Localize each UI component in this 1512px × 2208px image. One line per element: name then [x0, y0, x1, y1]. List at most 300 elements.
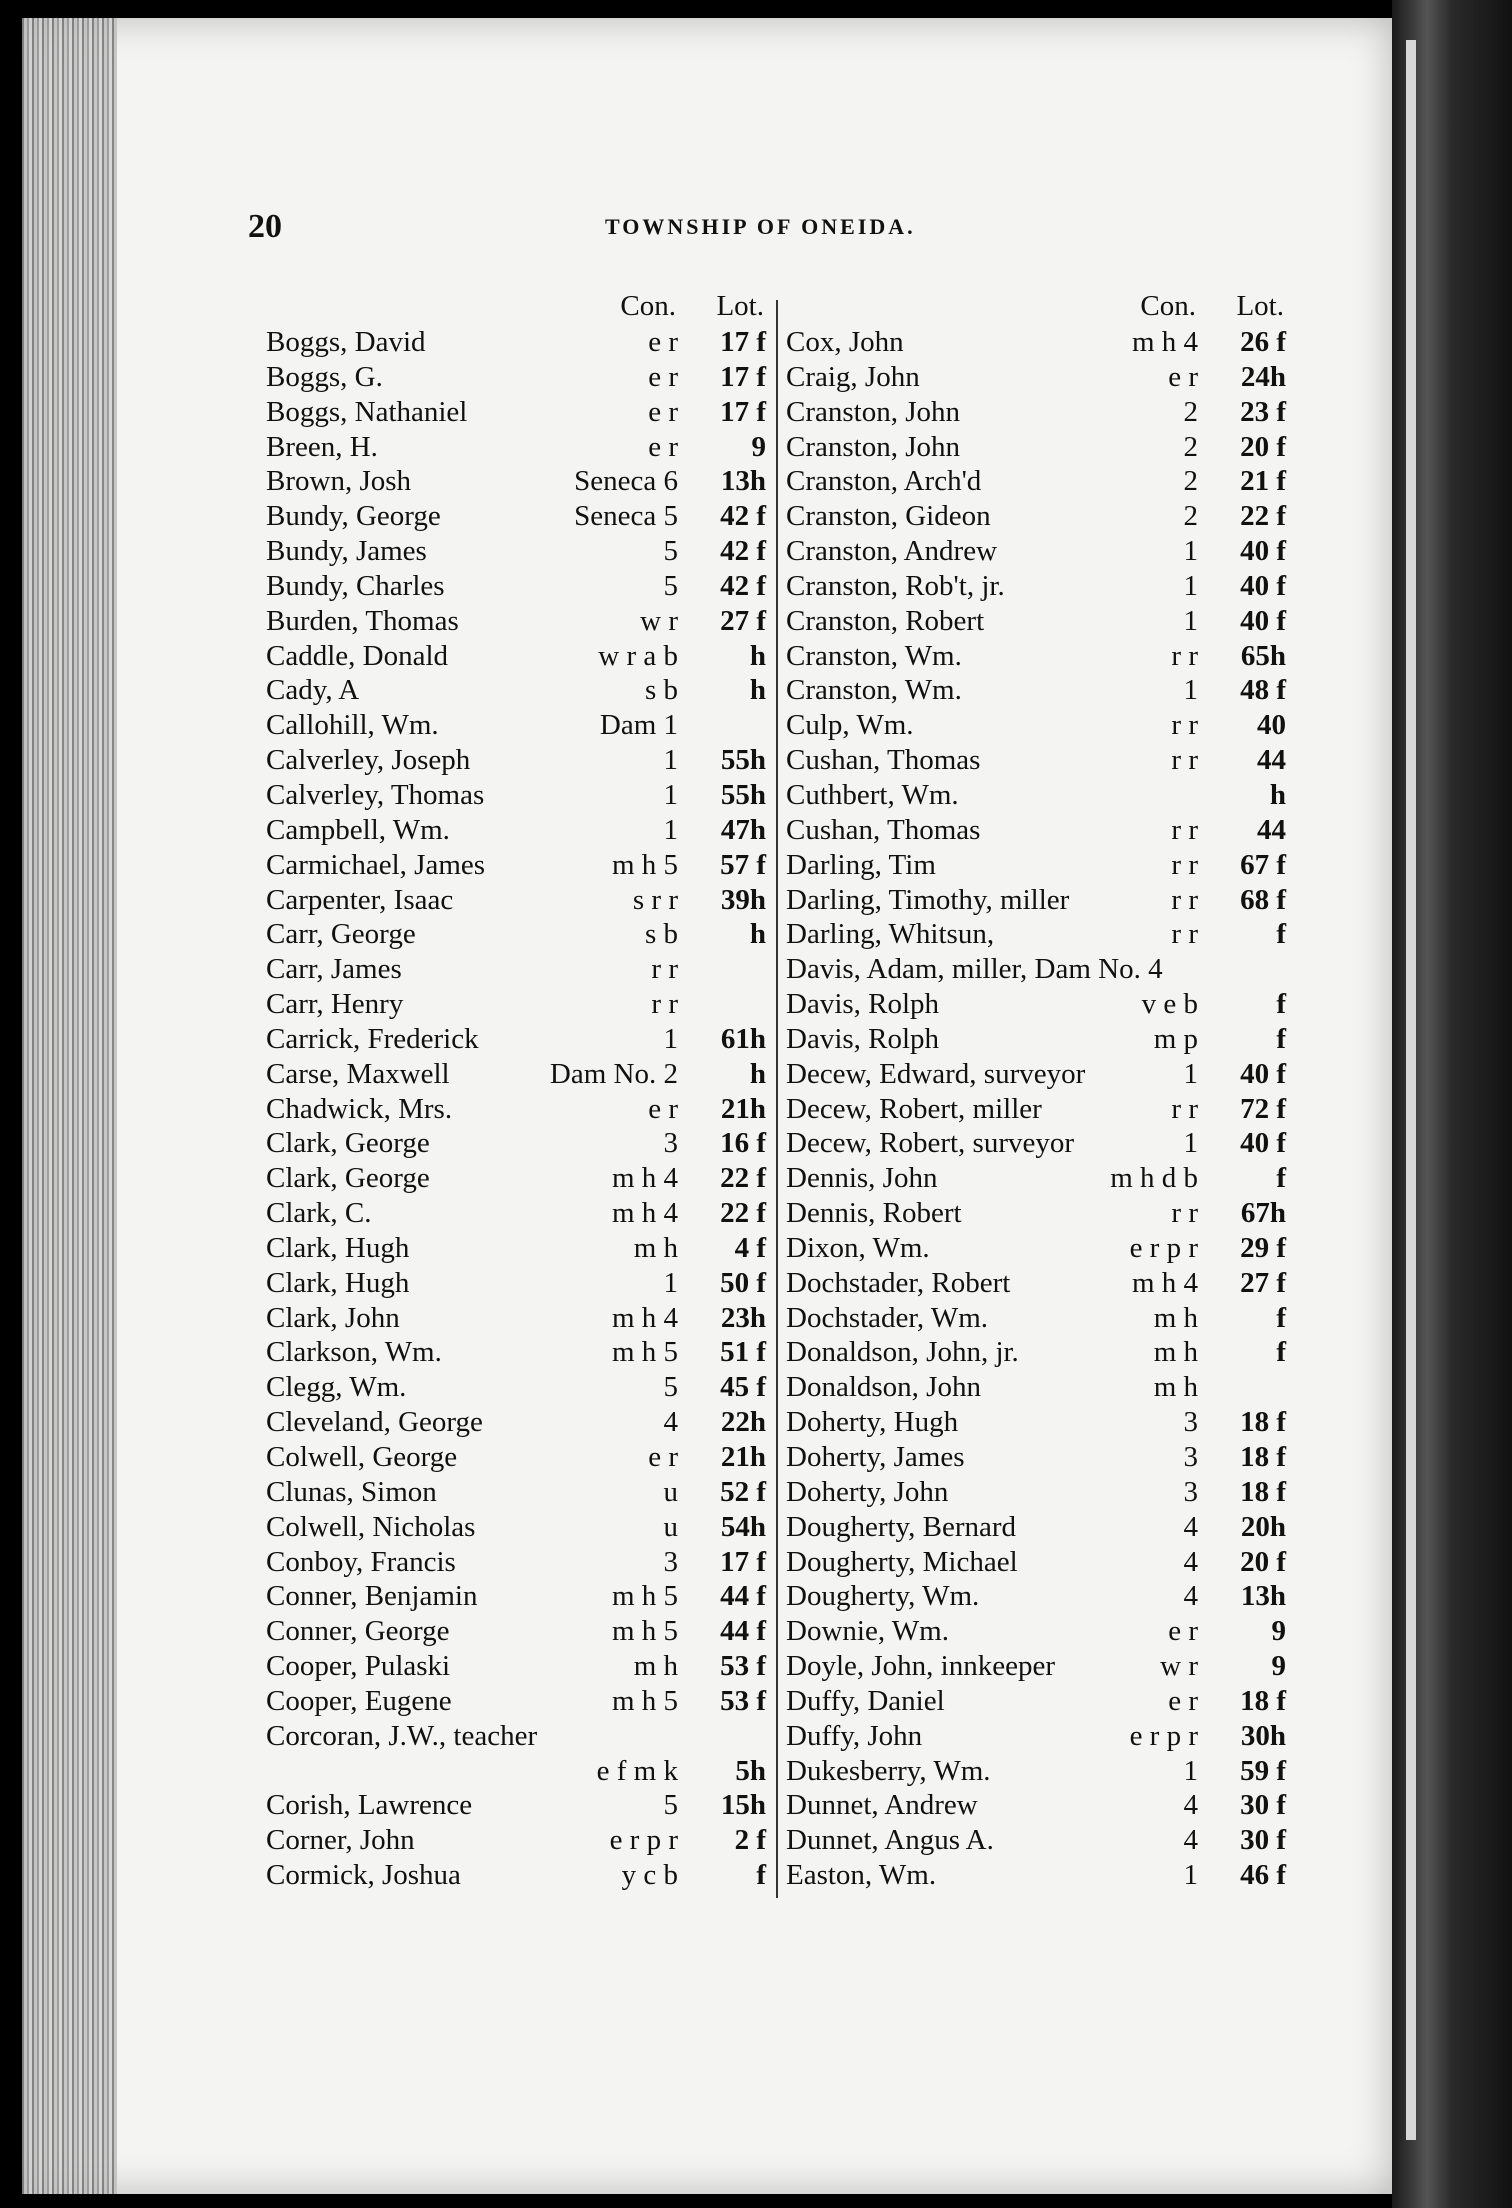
entry-name: Breen, H.: [266, 430, 378, 463]
entry-con: m h: [1153, 1336, 1198, 1369]
entry-lot: 21h: [720, 1441, 766, 1473]
entry-con: 4: [663, 1406, 678, 1439]
entry-lot: 44 f: [720, 1615, 766, 1648]
entry-lot: 42 f: [720, 500, 766, 533]
entry-con: r r: [651, 953, 678, 986]
entry-lot: 27 f: [1240, 1266, 1286, 1299]
entry-name: Dougherty, Bernard: [786, 1510, 1017, 1543]
entry-con: m h 5: [611, 848, 678, 881]
entry-con: e r: [1168, 360, 1198, 393]
directory-entry: [266, 1754, 766, 1789]
entry-lot: 55h: [720, 744, 766, 777]
entry-name: Conner, George: [266, 1615, 450, 1648]
entry-lot: 20h: [1240, 1510, 1286, 1543]
directory-entry: [786, 1649, 1286, 1684]
entry-name: Burden, Thomas: [266, 604, 459, 637]
entry-name: Decew, Edward, surveyor: [786, 1057, 1086, 1090]
entry-lot: 40 f: [1240, 1127, 1286, 1160]
entry-con: 1: [663, 813, 678, 846]
entry-lot: 40 f: [1240, 604, 1286, 637]
entry-con: w r a b: [598, 639, 678, 672]
directory-entry: [266, 569, 766, 604]
directory-entry: [786, 1057, 1286, 1092]
entry-con: e r: [648, 1092, 678, 1125]
directory-entry: [786, 1022, 1286, 1057]
directory-entry: [266, 1022, 766, 1057]
entry-con: 5: [663, 535, 678, 568]
entry-lot: 67h: [1240, 1197, 1286, 1230]
entry-name: Dennis, Robert: [786, 1197, 962, 1230]
entry-lot: 55h: [720, 778, 766, 811]
directory-entry: [786, 639, 1286, 674]
entry-lot: 54h: [720, 1510, 766, 1543]
entry-con: 1: [663, 1022, 678, 1055]
entry-con: r r: [1171, 1092, 1198, 1125]
page-gutter: [22, 18, 117, 2194]
entry-lot: 22h: [720, 1406, 766, 1439]
entry-name: Duffy, John: [786, 1719, 923, 1752]
entry-lot: 16 f: [720, 1127, 766, 1160]
directory-entry: [266, 813, 766, 848]
directory-entry: [786, 1440, 1286, 1475]
right-entries: [786, 325, 1286, 1893]
entry-lot: 68 f: [1240, 883, 1286, 916]
entry-name: Campbell, Wm.: [266, 813, 450, 846]
directory-entry: [786, 360, 1286, 395]
directory-entry: [786, 987, 1286, 1022]
entry-con: w r: [1160, 1650, 1198, 1683]
entry-con: 3: [1183, 1441, 1198, 1473]
entry-name: Corner, John: [266, 1824, 415, 1857]
entry-name: Caddle, Donald: [266, 639, 449, 672]
entry-name: Dunnet, Andrew: [786, 1789, 978, 1822]
entry-con: u: [663, 1510, 678, 1543]
entry-con: r r: [1171, 709, 1198, 742]
entry-con: e r: [648, 430, 678, 463]
entry-lot: 23h: [720, 1301, 766, 1334]
directory-entry: [786, 917, 1286, 952]
entry-lot: 48 f: [1240, 674, 1286, 707]
entry-con: 1: [663, 778, 678, 811]
entry-name: Carrick, Frederick: [266, 1022, 479, 1055]
entry-lot: 29 f: [1240, 1231, 1286, 1264]
entry-name: Cooper, Eugene: [266, 1684, 452, 1717]
directory-entry: [786, 1196, 1286, 1231]
entry-con: m h 4: [611, 1197, 678, 1230]
directory-entry: [266, 1370, 766, 1405]
directory-entry: [266, 743, 766, 778]
directory-entry: [266, 1545, 766, 1580]
left-column-header: [266, 290, 766, 325]
entry-con: m h d b: [1110, 1162, 1198, 1195]
entry-con: s b: [644, 674, 678, 707]
entry-name: Boggs, G.: [266, 360, 383, 393]
directory-entry: [266, 673, 766, 708]
directory-entry: [266, 1092, 766, 1127]
entry-lot: 9: [1271, 1650, 1286, 1683]
directory-entry: [266, 1231, 766, 1266]
directory-entry: [266, 708, 766, 743]
right-column-header: [786, 290, 1286, 325]
directory-entry: [266, 1161, 766, 1196]
directory-entry: [266, 1126, 766, 1161]
entry-lot: 21h: [720, 1092, 766, 1125]
directory-entry: [266, 1266, 766, 1301]
entry-lot: 46 f: [1240, 1859, 1286, 1892]
directory-entry: [786, 673, 1286, 708]
entry-con: 1: [1183, 1754, 1198, 1787]
entry-name: Cranston, Gideon: [786, 500, 991, 533]
directory-entry: [786, 1266, 1286, 1301]
entry-name: Cranston, Robert: [786, 604, 985, 637]
entry-lot: 18 f: [1240, 1406, 1286, 1439]
directory-entry: [266, 1649, 766, 1684]
entry-name: Cranston, Arch'd: [786, 465, 982, 498]
entry-name: Dukesberry, Wm.: [786, 1754, 991, 1787]
directory-entry: [266, 395, 766, 430]
entry-lot: 24h: [1240, 360, 1286, 393]
entry-lot: 20 f: [1240, 1545, 1286, 1578]
entry-con: e r p r: [1129, 1719, 1198, 1752]
entry-con: e r: [648, 395, 678, 428]
entry-lot: 53 f: [720, 1684, 766, 1717]
entry-name: Cranston, John: [786, 430, 960, 463]
entry-name: Dennis, John: [786, 1162, 938, 1195]
directory-entry: [786, 325, 1286, 360]
entry-con: r r: [1171, 848, 1198, 881]
entry-con: e r: [1168, 1684, 1198, 1717]
entry-lot: 4 f: [734, 1231, 766, 1264]
directory-entry: [786, 604, 1286, 639]
entry-con: e f m k: [596, 1754, 678, 1787]
entry-name: Dougherty, Michael: [786, 1545, 1018, 1578]
entry-name: Davis, Rolph: [786, 988, 940, 1021]
entry-con: Seneca 6: [574, 465, 678, 498]
entry-name: Clark, C.: [266, 1197, 372, 1230]
entry-name: Easton, Wm.: [786, 1859, 937, 1892]
directory-entry: [266, 1684, 766, 1719]
entry-lot: f: [1276, 1336, 1286, 1369]
entry-lot: 40 f: [1240, 569, 1286, 602]
entry-lot: 30 f: [1240, 1824, 1286, 1857]
directory-entry: [266, 883, 766, 918]
entry-lot: 53 f: [720, 1650, 766, 1683]
directory-entry: [266, 499, 766, 534]
entry-con: 1: [1183, 1127, 1198, 1160]
entry-lot: 5h: [735, 1754, 766, 1787]
directory-entry: [266, 430, 766, 465]
entry-name: Dochstader, Robert: [786, 1266, 1011, 1299]
entry-con: s r r: [632, 883, 678, 916]
entry-con: 5: [663, 569, 678, 602]
entry-con: m h 5: [611, 1684, 678, 1717]
entry-lot: h: [1269, 778, 1286, 811]
entry-name: Clark, Hugh: [266, 1266, 410, 1299]
entry-con: r r: [1171, 744, 1198, 777]
entry-con: 3: [663, 1127, 678, 1160]
entry-name: Clarkson, Wm.: [266, 1336, 442, 1369]
entry-name: Doherty, James: [786, 1441, 965, 1473]
entry-con: m p: [1153, 1022, 1198, 1055]
entry-lot: f: [1276, 1162, 1286, 1195]
entry-name: Clegg, Wm.: [266, 1371, 407, 1404]
directory-entry: [266, 325, 766, 360]
entry-con: 4: [1183, 1824, 1198, 1857]
directory-entry: [266, 917, 766, 952]
directory-entry: [786, 1475, 1286, 1510]
directory-entry: [266, 1579, 766, 1614]
entry-con: Dam 1: [599, 709, 678, 742]
directory-entry: [786, 848, 1286, 883]
entry-name: Conner, Benjamin: [266, 1580, 478, 1613]
entry-name: Downie, Wm.: [786, 1615, 949, 1648]
entry-name: Carr, George: [266, 918, 416, 951]
entry-con: 4: [1183, 1510, 1198, 1543]
left-entries: [266, 325, 766, 1893]
directory-entry: [266, 360, 766, 395]
entry-lot: 52 f: [720, 1475, 766, 1508]
entry-con: 5: [663, 1789, 678, 1822]
entry-name: Cranston, Wm.: [786, 639, 962, 672]
entry-lot: h: [749, 674, 766, 707]
entry-con: 1: [663, 1266, 678, 1299]
directory-entry: [266, 1057, 766, 1092]
entry-con: u: [663, 1475, 678, 1508]
directory-entry: [786, 1545, 1286, 1580]
entry-lot: 22 f: [720, 1162, 766, 1195]
entry-name: Carr, James: [266, 953, 402, 986]
entry-lot: 72 f: [1240, 1092, 1286, 1125]
entry-name: Corcoran, J.W., teacher: [266, 1719, 538, 1752]
directory-entry: [786, 1719, 1286, 1754]
column-divider: [776, 300, 778, 1898]
directory-entry: [266, 1301, 766, 1336]
entry-con: m h 5: [611, 1615, 678, 1648]
entry-name: Dunnet, Angus A.: [786, 1824, 994, 1857]
entry-name: Cleveland, George: [266, 1406, 483, 1439]
entry-lot: 9: [1271, 1615, 1286, 1648]
entry-lot: 26 f: [1240, 326, 1286, 358]
entry-name: Brown, Josh: [266, 465, 412, 498]
directory-entry: [266, 1510, 766, 1545]
entry-lot: 50 f: [720, 1266, 766, 1299]
entry-lot: 15h: [720, 1789, 766, 1822]
entry-con: m h: [633, 1231, 678, 1264]
lot-header: Lot.: [1236, 290, 1284, 322]
entry-name: Donaldson, John: [786, 1371, 981, 1404]
entry-con: 2: [1183, 500, 1198, 533]
entry-lot: h: [749, 639, 766, 672]
entry-name: Decew, Robert, surveyor: [786, 1127, 1075, 1160]
entry-lot: 18 f: [1240, 1475, 1286, 1508]
entry-con: 1: [1183, 604, 1198, 637]
entry-lot: 40 f: [1240, 535, 1286, 568]
entry-name: Colwell, George: [266, 1441, 458, 1473]
entry-con: v e b: [1141, 988, 1198, 1021]
directory-entry: [266, 1335, 766, 1370]
entry-con: 1: [1183, 1057, 1198, 1090]
directory-entry: [266, 1614, 766, 1649]
entry-con: m h 5: [611, 1336, 678, 1369]
directory-entry: [266, 464, 766, 499]
entry-name: Davis, Rolph: [786, 1022, 940, 1055]
entry-name: Dougherty, Wm.: [786, 1580, 980, 1613]
directory-entry: [786, 1092, 1286, 1127]
directory-entry: [786, 778, 1286, 813]
entry-con: r r: [1171, 918, 1198, 951]
directory-entry: [266, 987, 766, 1022]
entry-con: Dam No. 2: [549, 1057, 678, 1090]
entry-name: Bundy, James: [266, 535, 427, 568]
directory-entry: [786, 1161, 1286, 1196]
entry-lot: f: [1276, 988, 1286, 1021]
entry-name: Darling, Whitsun,: [786, 918, 995, 951]
directory-entry: [786, 813, 1286, 848]
entry-name: Cuthbert, Wm.: [786, 778, 959, 811]
entry-name: Clark, Hugh: [266, 1231, 410, 1264]
entry-con: 3: [1183, 1475, 1198, 1508]
entry-lot: 13h: [1240, 1580, 1286, 1613]
entry-name: Cooper, Pulaski: [266, 1650, 451, 1683]
directory-entry: [786, 1684, 1286, 1719]
entry-lot: 61h: [720, 1022, 766, 1055]
directory-entry: [786, 1858, 1286, 1893]
entry-name: Darling, Tim: [786, 848, 936, 881]
entry-con: 3: [1183, 1406, 1198, 1439]
entry-lot: 44: [1257, 813, 1286, 846]
entry-con: m h 4: [1131, 1266, 1198, 1299]
entry-lot: 21 f: [1240, 465, 1286, 498]
directory-entry: [786, 1370, 1286, 1405]
entry-lot: 17 f: [720, 326, 766, 358]
entry-con: 1: [1183, 569, 1198, 602]
entry-name: Cranston, Andrew: [786, 535, 998, 568]
directory-entry: [786, 1754, 1286, 1789]
entry-con: r r: [1171, 813, 1198, 846]
right-column: [786, 290, 1286, 1893]
entry-name: Doherty, Hugh: [786, 1406, 959, 1439]
entry-lot: f: [1276, 918, 1286, 951]
directory-entry: [786, 1614, 1286, 1649]
entry-name: Cormick, Joshua: [266, 1859, 461, 1892]
directory-entry: [786, 883, 1286, 918]
directory-entry: [786, 1579, 1286, 1614]
entry-con: e r: [648, 1441, 678, 1473]
entry-name: Carpenter, Isaac: [266, 883, 454, 916]
entry-con: y c b: [621, 1859, 678, 1892]
directory-entry: [266, 639, 766, 674]
entry-name: Boggs, David: [266, 326, 426, 358]
entry-name: Dixon, Wm.: [786, 1231, 930, 1264]
entry-lot: 17 f: [720, 395, 766, 428]
con-header: Con.: [1140, 290, 1196, 322]
entry-lot: 18 f: [1240, 1441, 1286, 1473]
entry-lot: 51 f: [720, 1336, 766, 1369]
entry-con: e r: [1168, 1615, 1198, 1648]
directory-entry: [266, 1475, 766, 1510]
directory-entry: [786, 1126, 1286, 1161]
entry-lot: 39h: [720, 883, 766, 916]
entry-name: Craig, John: [786, 360, 920, 393]
entry-con: m h: [1153, 1301, 1198, 1334]
entry-lot: 30 f: [1240, 1789, 1286, 1822]
directory-entry: [786, 952, 1286, 987]
entry-lot: 42 f: [720, 535, 766, 568]
directory-entry: [266, 1788, 766, 1823]
entry-lot: 42 f: [720, 569, 766, 602]
entry-con: w r: [640, 604, 678, 637]
entry-name: Chadwick, Mrs.: [266, 1092, 453, 1125]
entry-con: 3: [663, 1545, 678, 1578]
directory-entry: [786, 708, 1286, 743]
entry-lot: 67 f: [1240, 848, 1286, 881]
directory-entry: [266, 848, 766, 883]
entry-con: m h: [633, 1650, 678, 1683]
entry-con: 4: [1183, 1580, 1198, 1613]
entry-name: Cranston, Wm.: [786, 674, 962, 707]
directory-entry: [786, 499, 1286, 534]
entry-name: Cranston, John: [786, 395, 960, 428]
directory-entry: [786, 1405, 1286, 1440]
entry-con: 1: [1183, 674, 1198, 707]
entry-con: r r: [1171, 639, 1198, 672]
directory-entry: [786, 569, 1286, 604]
entry-name: Doyle, John, innkeeper: [786, 1650, 1055, 1683]
entry-con: s b: [644, 918, 678, 951]
entry-name: Cox, John: [786, 326, 904, 358]
directory-entry: [786, 1335, 1286, 1370]
entry-name: Cady, A: [266, 674, 360, 707]
directory-entry: [266, 1858, 766, 1893]
entry-lot: 57 f: [720, 848, 766, 881]
entry-lot: 22 f: [1240, 500, 1286, 533]
directory-entry: [266, 1405, 766, 1440]
entry-name: Corish, Lawrence: [266, 1789, 473, 1822]
entry-name: Clark, John: [266, 1301, 400, 1334]
entry-lot: h: [749, 1057, 766, 1090]
entry-lot: 17 f: [720, 360, 766, 393]
entry-lot: 59 f: [1240, 1754, 1286, 1787]
directory-entry: [786, 1301, 1286, 1336]
directory-entry: [786, 534, 1286, 569]
entry-con: 2: [1183, 430, 1198, 463]
entry-lot: 13h: [720, 465, 766, 498]
entry-lot: 20 f: [1240, 430, 1286, 463]
entry-con: Seneca 5: [574, 500, 678, 533]
entry-con: 4: [1183, 1545, 1198, 1578]
directory-entry: [786, 1823, 1286, 1858]
con-header: Con.: [620, 290, 676, 322]
entry-lot: h: [749, 918, 766, 951]
directory-entry: [266, 1440, 766, 1475]
page-header: [248, 208, 1148, 258]
entry-con: r r: [1171, 1197, 1198, 1230]
entry-lot: 9: [751, 430, 766, 463]
directory-entry: [266, 534, 766, 569]
directory-entry: [786, 1788, 1286, 1823]
entry-con: 1: [663, 744, 678, 777]
entry-name: Calverley, Thomas: [266, 778, 485, 811]
entry-name: Cushan, Thomas: [786, 813, 981, 846]
directory-entry: [266, 778, 766, 813]
directory-entry: [786, 430, 1286, 465]
entry-name: Dochstader, Wm.: [786, 1301, 989, 1334]
entry-con: m h 4: [611, 1301, 678, 1334]
entry-con: 2: [1183, 465, 1198, 498]
entry-con: e r p r: [609, 1824, 678, 1857]
entry-lot: 23 f: [1240, 395, 1286, 428]
directory-entry: [786, 464, 1286, 499]
